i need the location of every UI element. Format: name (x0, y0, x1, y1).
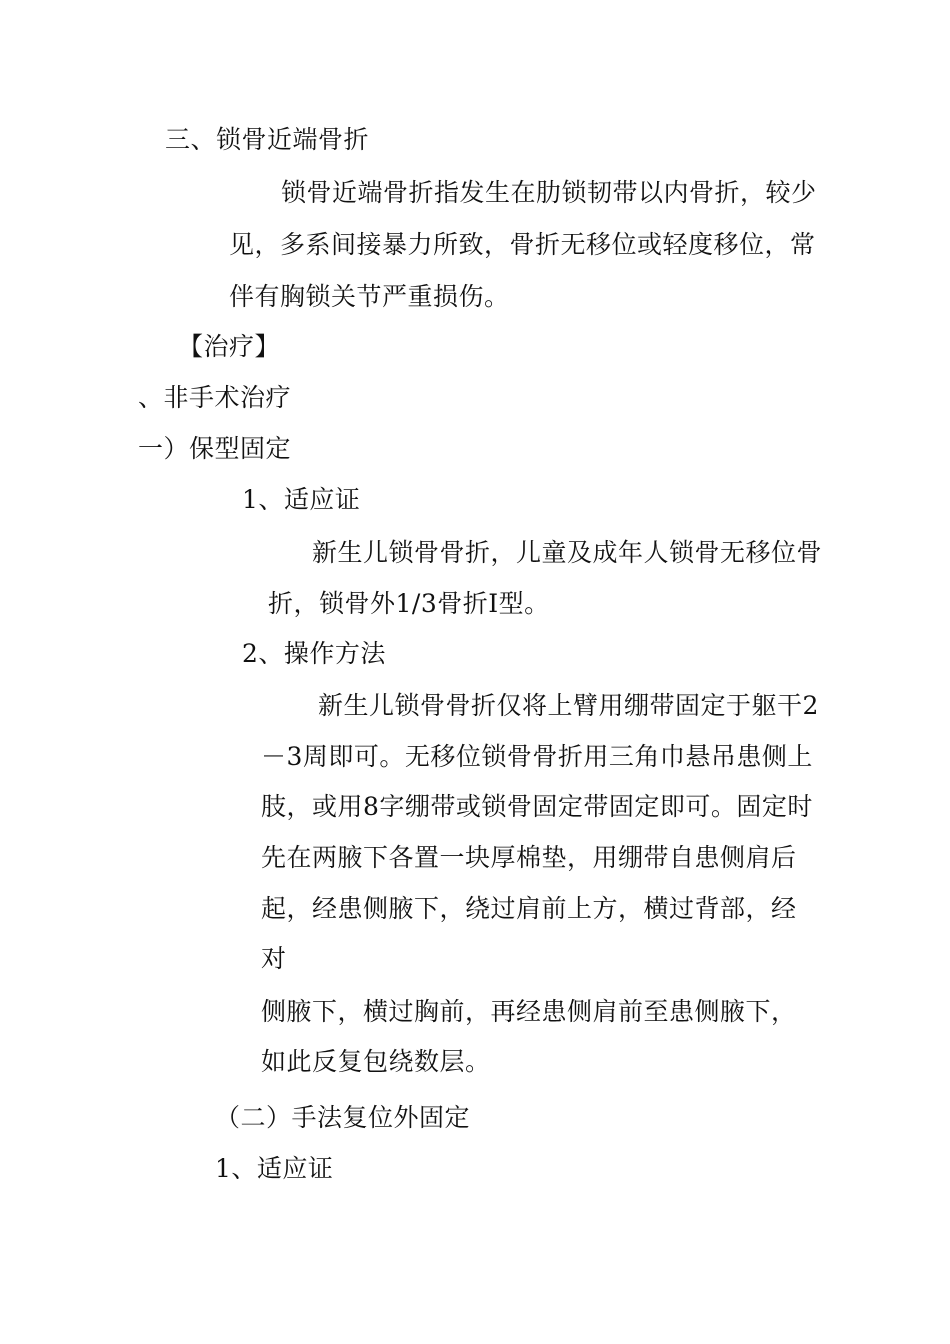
intro-line-2: 见，多系间接暴力所致，骨折无移位或轻度移位，常 (229, 230, 816, 259)
intro-line-3: 伴有胸锁关节严重损伤。 (229, 282, 510, 311)
indication-1-line-2: 折，锁骨外1/3骨折Ⅰ型。 (268, 589, 550, 618)
method-line-8: 如此反复包绕数层。 (261, 1047, 491, 1076)
nonsurgical-heading: 、非手术治疗 (138, 383, 292, 412)
treatment-heading: 【治疗】 (178, 332, 281, 361)
manual-reduction-heading: （二）手法复位外固定 (215, 1103, 471, 1132)
method-line-3: 肢，或用8字绷带或锁骨固定带固定即可。固定时 (261, 792, 813, 821)
method-line-5: 起，经患侧腋下，绕过肩前上方，横过背部，经 (261, 894, 797, 923)
method-line-2: －3周即可。无移位锁骨骨折用三角巾悬吊患侧上 (261, 742, 813, 771)
indication-1-line-1: 新生儿锁骨骨折，儿童及成年人锁骨无移位骨 (312, 538, 823, 567)
intro-line-1: 锁骨近端骨折指发生在肋锁韧带以内骨折，较少 (281, 178, 817, 207)
indication-1-heading: 1、适应证 (242, 485, 361, 514)
conservative-heading: 一）保型固定 (138, 434, 292, 463)
method-heading: 2、操作方法 (242, 639, 386, 668)
method-line-6: 对 (261, 944, 287, 973)
section-title: 三、锁骨近端骨折 (165, 125, 370, 154)
method-line-7: 侧腋下，横过胸前，再经患侧肩前至患侧腋下， (261, 997, 797, 1026)
indication-2-heading: 1、适应证 (215, 1154, 334, 1183)
method-line-4: 先在两腋下各置一块厚棉垫，用绷带自患侧肩后 (261, 843, 797, 872)
method-line-1: 新生儿锁骨骨折仅将上臂用绷带固定于躯干2 (318, 691, 819, 720)
